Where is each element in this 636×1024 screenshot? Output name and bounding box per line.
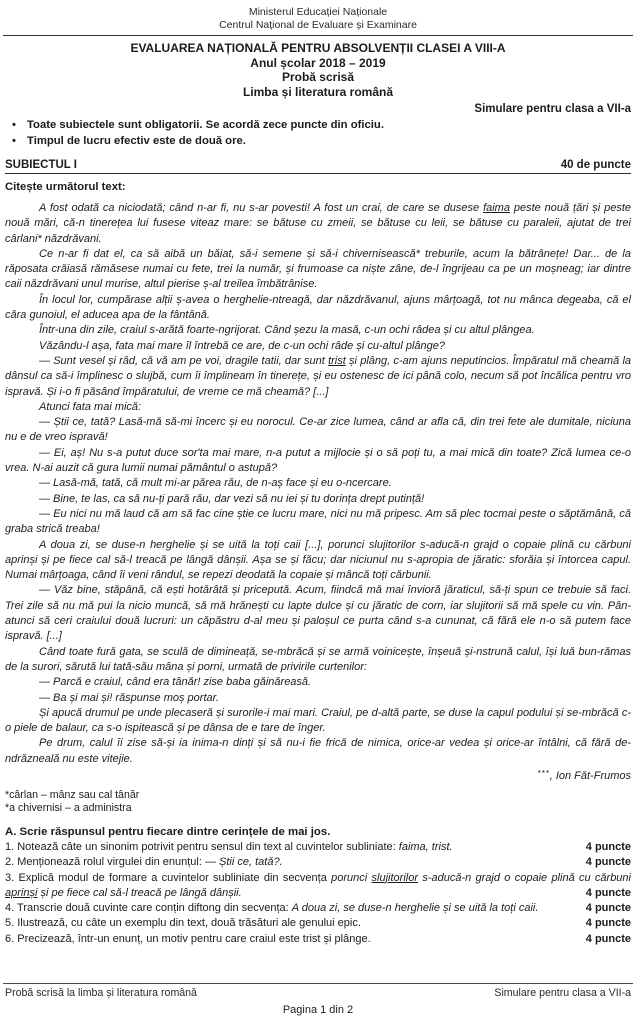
simulation-note: Simulare pentru clasa a VII-a bbox=[474, 103, 631, 115]
text-segment: și plâng, c-am ajuns neputincios. Împăratul mă cheamă la dânsul ca să-i împlinesc o slujbă, cum îi împlineam în tinerețe, și eu ostenesc de ici până colo, necum să pot încălica pentru vro ispravă. Și i-o fi păsând împăratului, de vreme ce mă cheamă? [...] bbox=[5, 354, 632, 398]
task-points: 4 puncte bbox=[582, 932, 631, 947]
story-paragraph bbox=[5, 645, 631, 676]
rule-text: Timpul de lucru efectiv este de două ore. bbox=[27, 134, 246, 147]
subject-label: SUBIECTUL I bbox=[5, 159, 77, 171]
exam-subject: Limba și literatura română bbox=[242, 84, 394, 99]
text-segment: — Bine, te las, ca să nu-ți pară rău, dar vezi să nu iei și tu dorința drept putință! bbox=[39, 492, 425, 505]
text-segment: — Lasă-mă, tată, că mult mi-ar părea rău, de n-aș face și eu o-ncercare. bbox=[39, 477, 392, 490]
rule-item bbox=[5, 134, 631, 150]
text-segment: 1. Notează câte un sinonim potrivit pentru sensul din text al cuvintelor subliniate: bbox=[5, 840, 399, 853]
text-segment: Ce n-ar fi dat el, ca să aibă un băiat, să-i semene și să-i chivernisească* treburile, acum la bătrânețe! Dar... de la răposata crăiasă rămăsese numai cu fete, trei la număr, și frumoase ca niște zâne, de-l îngrijeau ca pe un moșneag; iar dintre caii năzdrăvani unul murise, altul pierise ș-al treilea îmbătrânise. bbox=[5, 247, 631, 291]
footer-left: Probă scrisă la limba și literatura română bbox=[5, 987, 197, 999]
task-item bbox=[5, 901, 631, 916]
text-segment: 5. Ilustrează, cu câte un exemplu din text, două trăsături ale genului epic. bbox=[5, 917, 361, 930]
text-segment: Văzându-l așa, fata mai mare îl întrebă ce are, de c-un ochi râde și cu-altul plânge? bbox=[39, 339, 446, 352]
task-text bbox=[5, 917, 361, 929]
text-segment: A doua zi, se duse-n herghelie și se uită la toți caii [...], porunci slujitorilor s-aducă-n grajd o copaie plină cu cărbuni aprinși și pe fiece cal să-l treacă pe lângă dânșii. Așa se și făcu; dar niciunul nu s-apropia de jăratic: sforăia și întorcea capul. Numai mârțoaga, când îi veni rândul, se repezi deodată la copaie și mâncă toți cărbunii. bbox=[5, 538, 631, 582]
footer-line bbox=[5, 987, 631, 999]
story-paragraph bbox=[5, 538, 631, 584]
rule-item bbox=[5, 118, 631, 134]
text-segment: — Parcă e craiul, când era tânăr! zise baba găinăreasă. bbox=[39, 676, 312, 689]
story-paragraph bbox=[5, 736, 631, 767]
task-item bbox=[5, 840, 631, 855]
text-segment: 3. Explică modul de formare a cuvintelor subliniate din secvența bbox=[5, 871, 332, 884]
text-segment: — Ba și mai și! răspunse moș portar. bbox=[39, 691, 219, 704]
story-paragraph bbox=[5, 415, 631, 446]
footer-right: Simulare pentru clasa a VII-a bbox=[494, 987, 631, 999]
task-item bbox=[5, 855, 631, 870]
task-item bbox=[5, 932, 631, 947]
text-segment: faima, trist. bbox=[398, 840, 453, 853]
text-segment: porunci bbox=[331, 871, 372, 884]
story-paragraph bbox=[5, 446, 631, 477]
task-points: 4 puncte bbox=[582, 901, 631, 916]
story-text bbox=[5, 201, 631, 767]
center-name: Centrul Național de Evaluare și Examinare bbox=[219, 19, 417, 31]
exam-title: EVALUAREA NAȚIONALĂ PENTRU ABSOLVENȚII CLASEI A VIII-A bbox=[130, 41, 506, 55]
exam-type: Probă scrisă bbox=[281, 70, 355, 84]
rules-list bbox=[5, 118, 631, 149]
footnotes bbox=[5, 789, 631, 816]
task-points: 4 puncte bbox=[582, 916, 631, 931]
text-segment: A doua zi, se duse-n herghelie și se uită la toți caii. bbox=[291, 902, 539, 915]
task-text bbox=[5, 841, 453, 853]
text-segment: trist bbox=[328, 354, 346, 367]
text-segment: 4. Transcrie două cuvinte care conțin diftong din secvența: bbox=[5, 902, 292, 915]
text-segment: — Știi ce, tată? Lasă-mă să-mi încerc și eu norocul. Ce-ar zice lumea, când ar afla că, din trei fete ale dumitale, niciuna nu e de vreo ispravă! bbox=[5, 416, 631, 444]
story-paragraph bbox=[5, 247, 631, 293]
school-year: Anul școlar 2018 – 2019 bbox=[250, 55, 386, 70]
footnote: *a chivernisi – a administra bbox=[5, 802, 132, 815]
story-paragraph bbox=[5, 400, 631, 415]
text-segment: faima bbox=[483, 202, 510, 214]
task-points: 4 puncte bbox=[582, 840, 631, 855]
page-number: Pagina 1 din 2 bbox=[282, 1004, 354, 1016]
text-segment: și pe fiece cal să-l treacă pe lângă dânșii. bbox=[37, 886, 242, 899]
footer-divider bbox=[3, 983, 633, 984]
text-segment: slujitorilor bbox=[371, 871, 419, 884]
story-paragraph bbox=[5, 675, 631, 690]
task-list bbox=[5, 840, 631, 947]
text-segment: peste nouă țări și peste nouă mări, că-n tinerețea lui fusese viteaz mare: se bătuse cu zmeii, se bătuse cu leii, se bătuse cu paraleii, ajutat de trei cârlani* năzdrăvani. bbox=[5, 202, 631, 245]
text-segment: Atunci fata mai mică: bbox=[39, 400, 142, 413]
story-paragraph bbox=[5, 691, 631, 706]
bullet-marker: • bbox=[12, 119, 16, 131]
text-segment: — Văz bine, stăpână, că ești hotărâtă și pricepută. Acum, fiindcă mă mai învioră jăraticul, să-ți spun ce trebuie să faci. Trei zile să nu mă pui la nicio muncă, să mă hrănești cu lapte dulce și cu jăratic de corn, iar slujitorii să mă spele cu vin. Pân-atunci să ceri craiului două lucruri: un căpăstru d-al meu și paloșul ce purta când s-a cununat, că fără ele n-o să putem face ispravă. [...] bbox=[5, 584, 631, 643]
task-points: 4 puncte bbox=[582, 855, 631, 870]
story-paragraph bbox=[5, 339, 631, 354]
text-segment: — Sunt vesel și râd, că vă am pe voi, dragile tatii, dar sunt bbox=[39, 354, 329, 367]
attribution-name: , Ion Făt-Frumos bbox=[549, 769, 631, 782]
task-points: 4 puncte bbox=[582, 886, 631, 901]
story-paragraph bbox=[5, 492, 631, 507]
header-divider bbox=[3, 35, 633, 36]
footnote: *cârlan – mânz sau cal tânăr bbox=[5, 788, 140, 801]
story-paragraph bbox=[5, 323, 631, 338]
task-text bbox=[5, 902, 538, 914]
text-segment: s-aducă-n grajd o copaie plină cu cărbuni bbox=[418, 871, 631, 884]
ministry-header bbox=[5, 6, 631, 32]
bullet-marker: • bbox=[12, 134, 16, 147]
text-segment: — Știi ce, tată?. bbox=[204, 856, 283, 869]
story-paragraph bbox=[5, 201, 631, 247]
story-paragraph bbox=[5, 583, 631, 644]
text-segment: Și apucă drumul pe unde plecaseră și surorile-i mai mari. Craiul, pe d-altă parte, se duse la capul podului și se-mbrăcă c-o piele de balaur, ca s-o ispitească și pe dânsa de e tare de înger. bbox=[5, 706, 631, 735]
title-block bbox=[5, 41, 631, 99]
task-item bbox=[5, 871, 631, 902]
story-attribution bbox=[5, 769, 631, 782]
subject-points: 40 de puncte bbox=[560, 159, 631, 171]
task-text bbox=[5, 856, 283, 868]
task-text bbox=[5, 872, 631, 899]
attribution-stars: *** bbox=[537, 768, 550, 778]
text-segment: 6. Precizează, într-un enunț, un motiv pentru care craiul este trist și plânge. bbox=[5, 932, 371, 945]
rule-text: Toate subiectele sunt obligatorii. Se acordă zece puncte din oficiu. bbox=[27, 119, 384, 131]
story-paragraph bbox=[5, 293, 631, 324]
text-segment: — Ei, aș! Nu s-a putut duce sor'ta mai mare, n-a putut a mijlocie și o să poți tu, a mai mică din toate? Zică lumea ce-o vrea. N-ai auzit că gura lumii numai pământul o astupă? bbox=[5, 446, 631, 475]
page-footer bbox=[5, 983, 631, 1016]
task-text bbox=[5, 933, 371, 945]
subject-heading bbox=[5, 159, 631, 174]
text-segment: Pe drum, calul îi zise să-și ia inima-n dinți și să nu-i fie frică de nimica, orice-ar vedea și orice-ar întâlni, că fără de-ndrăzneală nu este vitejie. bbox=[5, 737, 631, 765]
story-paragraph bbox=[5, 354, 631, 400]
text-segment: În locul lor, cumpărase alții ș-avea o herghelie-ntreagă, dar năzdrăvanul, ajuns mârțoagă, tot nu mânca degeaba, că el căra gunoiul, el aducea apa de la fântână. bbox=[5, 293, 631, 322]
task-item bbox=[5, 916, 631, 931]
story-paragraph bbox=[5, 706, 631, 737]
text-segment: A fost odată ca niciodată; când n-ar fi, nu s-ar povesti! A fost un crai, de care se dusese bbox=[39, 202, 484, 214]
text-segment: Într-una din zile, craiul s-arătă foarte-ngrijorat. Când șezu la masă, c-un ochi râdea și cu altul plângea. bbox=[39, 324, 535, 337]
story-paragraph bbox=[5, 476, 631, 491]
text-segment: 2. Menționează rolul virgulei din enunțul: bbox=[5, 856, 205, 869]
text-segment: Când toate fură gata, se sculă de dimineață, se-mbrăcă și se armă voinicește, înșeuă și-nstrună calul, își luă bun-rămas de la surori, sărută lui tată-său mâna și porni, urmată de privirile curtenilor: bbox=[5, 645, 631, 673]
read-instruction: Citește următorul text: bbox=[5, 181, 126, 193]
section-a-heading: A. Scrie răspunsul pentru fiecare dintre cerințele de mai jos. bbox=[5, 825, 331, 838]
story-paragraph bbox=[5, 507, 631, 538]
text-segment: — Eu nici nu mă laud că am să fac cine știe ce lucru mare, nici nu mă pripesc. Am să plec tocmai peste o săptămână, că graba strică treaba! bbox=[5, 507, 631, 536]
ministry-name: Ministerul Educației Naționale bbox=[248, 6, 388, 18]
text-segment: aprinși bbox=[5, 886, 38, 899]
